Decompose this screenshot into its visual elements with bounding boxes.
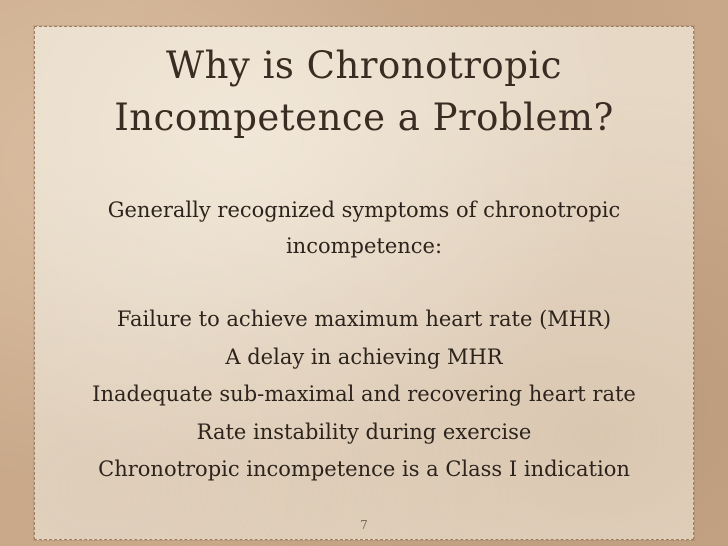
symptom-item: Failure to achieve maximum heart rate (MHR) (116, 307, 612, 331)
page-number: 7 (360, 518, 368, 532)
intro-text (0, 192, 728, 264)
symptom-item: Rate instability during exercise (196, 419, 532, 444)
title-line-2: Incompetence a Problem? (114, 96, 614, 139)
slide-title (0, 40, 728, 144)
symptom-item: Chronotropic incompetence is a Class I indication (98, 457, 630, 481)
symptom-item: A delay in achieving MHR (225, 344, 503, 369)
title-line-1: Why is Chronotropic (166, 44, 562, 87)
intro-line-1: Generally recognized symptoms of chronotropic (107, 198, 621, 222)
intro-line-2: incompetence: (285, 234, 443, 258)
symptom-list (0, 301, 728, 489)
symptom-item: Inadequate sub-maximal and recovering heart rate (92, 382, 636, 406)
